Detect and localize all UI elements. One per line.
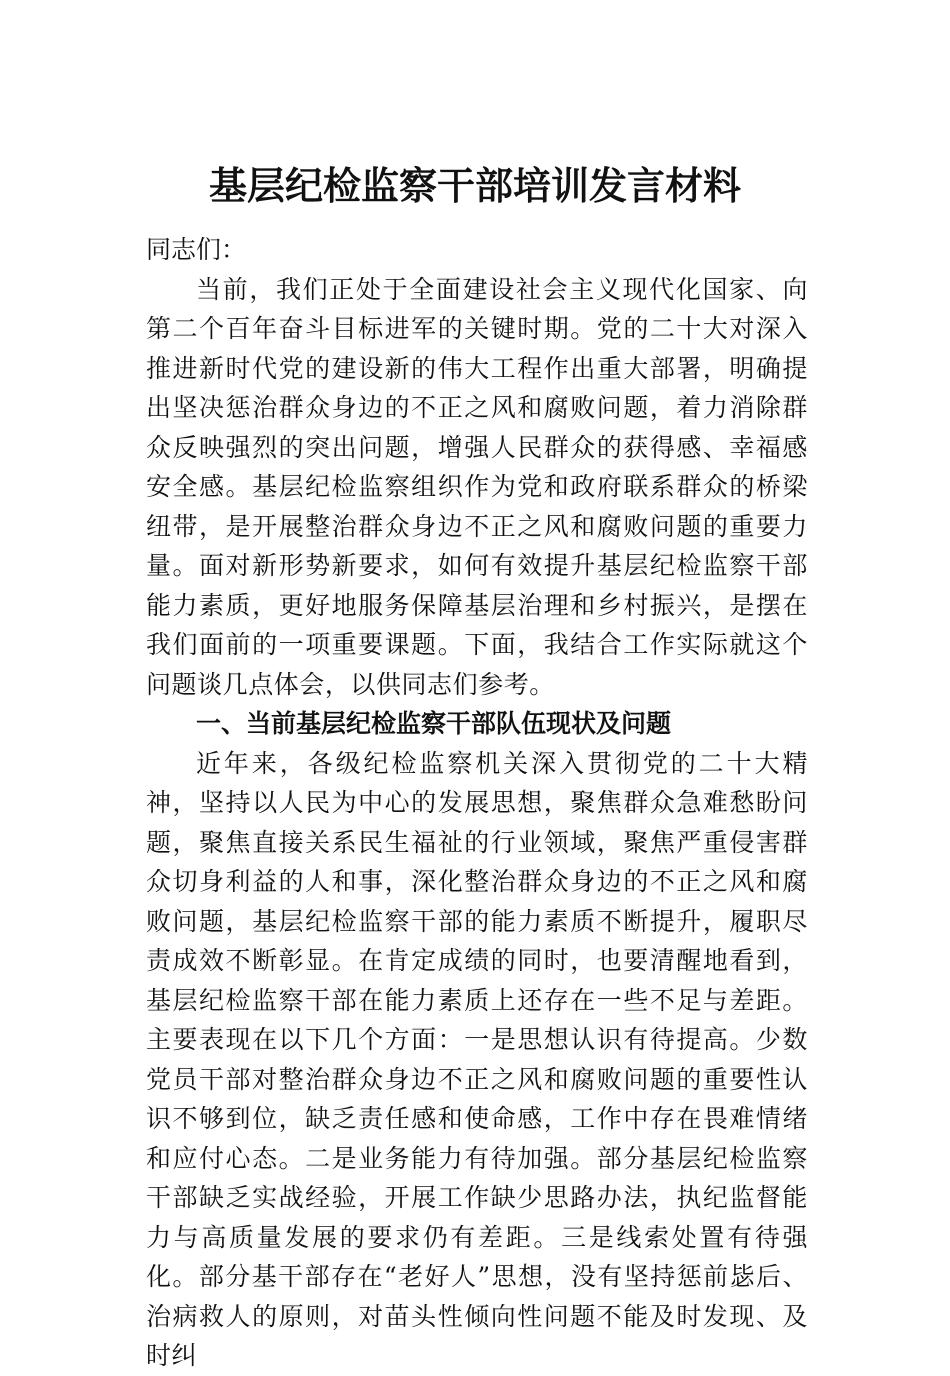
document-body [146, 226, 808, 1376]
section-heading-1: 一、当前基层纪检监察干部队伍现状及问题 [196, 709, 672, 738]
greeting: 同志们： [146, 235, 247, 264]
paragraph-intro: 当前，我们正处于全面建设社会主义现代化国家、向第二个百年奋斗目标进军的关键时期。党的二十大对深入推进新时代党的建设新的伟大工程作出重大部署，明确提出坚决惩治群众身边的不正之风和腐败问题，着力消除群众反映强烈的突出问题，增强人民群众的获得感、幸福感安全感。基层纪检监察组织作为党和政府联系群众的桥梁纽带，是开展整治群众身边不正之风和腐败问题的重要力量。面对新形势新要求，如何有效提升基层纪检监察干部能力素质，更好地服务保障基层治理和乡村振兴，是摆在我们面前的一项重要课题。下面，我结合工作实际就这个问题谈几点体会，以供同志们参考。 [146, 274, 808, 699]
document-title: 基层纪检监察干部培训发言材料 [208, 163, 741, 208]
paragraph-section-1: 近年来，各级纪检监察机关深入贯彻党的二十大精神，坚持以人民为中心的发展思想，聚焦群众急难愁盼问题，聚焦直接关系民生福祉的行业领域，聚焦严重侵害群众切身利益的人和事，深化整治群众身边的不正之风和腐败问题，基层纪检监察干部的能力素质不断提升，履职尽责成效不断彰显。在肯定成绩的同时，也要清醒地看到，基层纪检监察干部在能力素质上还存在一些不足与差距。主要表现在以下几个方面：一是思想认识有待提高。少数党员干部对整治群众身边不正之风和腐败问题的重要性认识不够到位，缺乏责任感和使命感，工作中存在畏难情绪和应付心态。二是业务能力有待加强。部分基层纪检监察干部缺乏实战经验，开展工作缺少思路办法，执纪监督能力与高质量发展的要求仍有差距。三是线索处置有待强化。部分基干部存在“老好人”思想，没有坚持惩前毖后、治病救人的原则，对苗头性倾向性问题不能及时发现、及时纠 [146, 748, 808, 1370]
